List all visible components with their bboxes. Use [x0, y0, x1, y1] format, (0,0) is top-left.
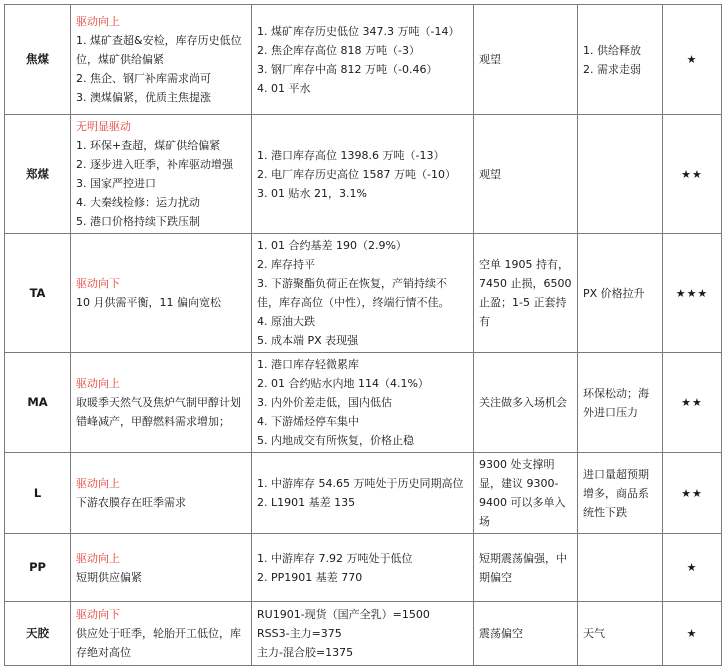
strategy-cell [474, 602, 578, 666]
risk-cell [578, 5, 663, 115]
indicator-line: 1. 港口库存轻微累库 [257, 358, 359, 371]
indicator-cell [252, 353, 474, 453]
indicator-line: 4. 下游烯烃停车集中 [257, 415, 359, 428]
indicator-line: 1. 中游库存 54.65 万吨处于历史同期高位 [257, 477, 464, 490]
indicator-line: 2. 01 合约贴水内地 114（4.1%） [257, 377, 429, 390]
driver-line: 3. 国家严控进口 [76, 177, 156, 190]
commodity-name: PP [5, 534, 71, 602]
driver-headline: 驱动向上 [76, 477, 120, 490]
indicator-line: 2. L1901 基差 135 [257, 496, 356, 509]
driver-line: 下游农膜存在旺季需求 [76, 496, 186, 509]
commodity-name: MA [5, 353, 71, 453]
table-row [5, 5, 722, 115]
table-row [5, 602, 722, 666]
indicator-cell [252, 115, 474, 234]
risk-line: 天气 [583, 627, 605, 640]
strategy-cell [474, 353, 578, 453]
indicator-cell [252, 453, 474, 534]
indicator-line: 1. 中游库存 7.92 万吨处于低位 [257, 551, 413, 565]
driver-headline: 驱动向下 [76, 608, 120, 621]
driver-line: 10 月供需平衡，11 偏向宽松 [76, 296, 221, 309]
indicator-line: RSS3-主力=375 [257, 627, 342, 640]
rating-stars: ★ [663, 602, 722, 666]
table-row [5, 453, 722, 534]
indicator-cell [252, 234, 474, 353]
strategy-text: 震荡偏空 [479, 627, 523, 640]
risk-line: 进口量超预期增多，商品系统性下跌 [583, 467, 649, 519]
driver-line: 3. 澳煤偏紧，优质主焦提涨 [76, 91, 211, 104]
indicator-line: 3. 01 贴水 21，3.1% [257, 186, 367, 200]
driver-line: 4. 大秦线检修：运力扰动 [76, 196, 200, 209]
driver-cell [71, 353, 252, 453]
indicator-line: 2. 电厂库存历史高位 1587 万吨（-10） [257, 167, 456, 181]
driver-cell [71, 115, 252, 234]
driver-line: 供应处于旺季，轮胎开工低位，库存绝对高位 [76, 627, 241, 659]
indicator-cell [252, 534, 474, 602]
driver-line: 取暖季天然气及焦炉气制甲醇计划错峰减产，甲醇燃料需求增加； [76, 396, 241, 428]
indicator-cell [252, 5, 474, 115]
indicator-line: 2. PP1901 基差 770 [257, 570, 363, 584]
strategy-text: 空单 1905 持有，7450 止损，6500 止盈；1-5 正套持有 [479, 258, 572, 328]
driver-headline: 驱动向上 [76, 377, 120, 390]
risk-line: 1. 供给释放 [583, 43, 641, 57]
risk-cell [578, 234, 663, 353]
risk-line: 环保松动；海外进口压力 [583, 386, 649, 419]
table-row [5, 534, 722, 602]
table-row [5, 353, 722, 453]
strategy-text: 短期震荡偏强，中期偏空 [479, 551, 567, 584]
indicator-line: 2. 库存持平 [257, 258, 315, 271]
indicator-line: 2. 焦企库存高位 818 万吨（-3） [257, 43, 420, 57]
risk-cell [578, 534, 663, 602]
driver-headline: 驱动向上 [76, 551, 120, 565]
indicator-line: 主力-混合胶=1375 [257, 646, 354, 659]
indicator-cell [252, 602, 474, 666]
rating-stars: ★★ [663, 115, 722, 234]
indicator-line: 4. 原油大跌 [257, 315, 315, 328]
strategy-text: 关注做多入场机会 [479, 396, 567, 409]
strategy-cell [474, 534, 578, 602]
indicator-line: 1. 港口库存高位 1398.6 万吨（-13） [257, 148, 445, 162]
strategy-text: 观望 [479, 53, 501, 66]
strategy-text: 9300 处支撑明显，建议 9300-9400 可以多单入场 [479, 458, 566, 528]
driver-headline: 驱动向上 [76, 15, 120, 28]
driver-line: 5. 港口价格持续下跌压制 [76, 215, 200, 228]
strategy-cell [474, 5, 578, 115]
indicator-line: 3. 内外价差走低，国内低估 [257, 396, 392, 409]
driver-headline: 驱动向下 [76, 277, 120, 290]
table-row [5, 234, 722, 353]
driver-line: 1. 环保+查超，煤矿供给偏紧 [76, 139, 221, 152]
risk-line: PX 价格拉升 [583, 286, 645, 300]
commodity-name: TA [5, 234, 71, 353]
indicator-line: 1. 煤矿库存历史低位 347.3 万吨（-14） [257, 24, 460, 38]
indicator-line: 3. 钢厂库存中高 812 万吨（-0.46） [257, 62, 438, 76]
driver-line: 短期供应偏紧 [76, 570, 142, 584]
table-row [5, 115, 722, 234]
indicator-line: 3. 下游聚酯负荷正在恢复，产销持续不佳，库存高位（中性），终端行情不佳。 [257, 277, 450, 309]
risk-cell [578, 602, 663, 666]
indicator-line: 1. 01 合约基差 190（2.9%） [257, 239, 407, 252]
rating-stars: ★ [663, 534, 722, 602]
commodity-name: L [5, 453, 71, 534]
driver-line: 1. 煤矿查超&安检，库存历史低位 [76, 34, 242, 47]
driver-cell [71, 234, 252, 353]
commodity-name: 焦煤 [5, 5, 71, 115]
commodity-outlook-table [4, 4, 722, 666]
strategy-cell [474, 453, 578, 534]
driver-line: 位，煤矿供给偏紧 [76, 53, 164, 66]
rating-stars: ★★ [663, 353, 722, 453]
indicator-line: 4. 01 平水 [257, 81, 311, 95]
risk-cell [578, 115, 663, 234]
driver-line: 2. 焦企、钢厂补库需求尚可 [76, 72, 211, 85]
strategy-cell [474, 234, 578, 353]
driver-cell [71, 602, 252, 666]
commodity-name: 郑煤 [5, 115, 71, 234]
driver-headline: 无明显驱动 [76, 120, 131, 133]
rating-stars: ★★ [663, 453, 722, 534]
driver-cell [71, 534, 252, 602]
driver-cell [71, 453, 252, 534]
driver-line: 2. 逐步进入旺季，补库驱动增强 [76, 158, 233, 171]
commodity-name: 天胶 [5, 602, 71, 666]
indicator-line: 5. 成本端 PX 表现强 [257, 334, 359, 347]
risk-cell [578, 353, 663, 453]
risk-cell [578, 453, 663, 534]
rating-stars: ★ [663, 5, 722, 115]
rating-stars: ★★★ [663, 234, 722, 353]
indicator-line: 5. 内地成交有所恢复，价格止稳 [257, 434, 414, 447]
strategy-text: 观望 [479, 167, 501, 181]
indicator-line: RU1901-现货（国产全乳）=1500 [257, 608, 430, 621]
driver-cell [71, 5, 252, 115]
risk-line: 2. 需求走弱 [583, 62, 641, 76]
strategy-cell [474, 115, 578, 234]
